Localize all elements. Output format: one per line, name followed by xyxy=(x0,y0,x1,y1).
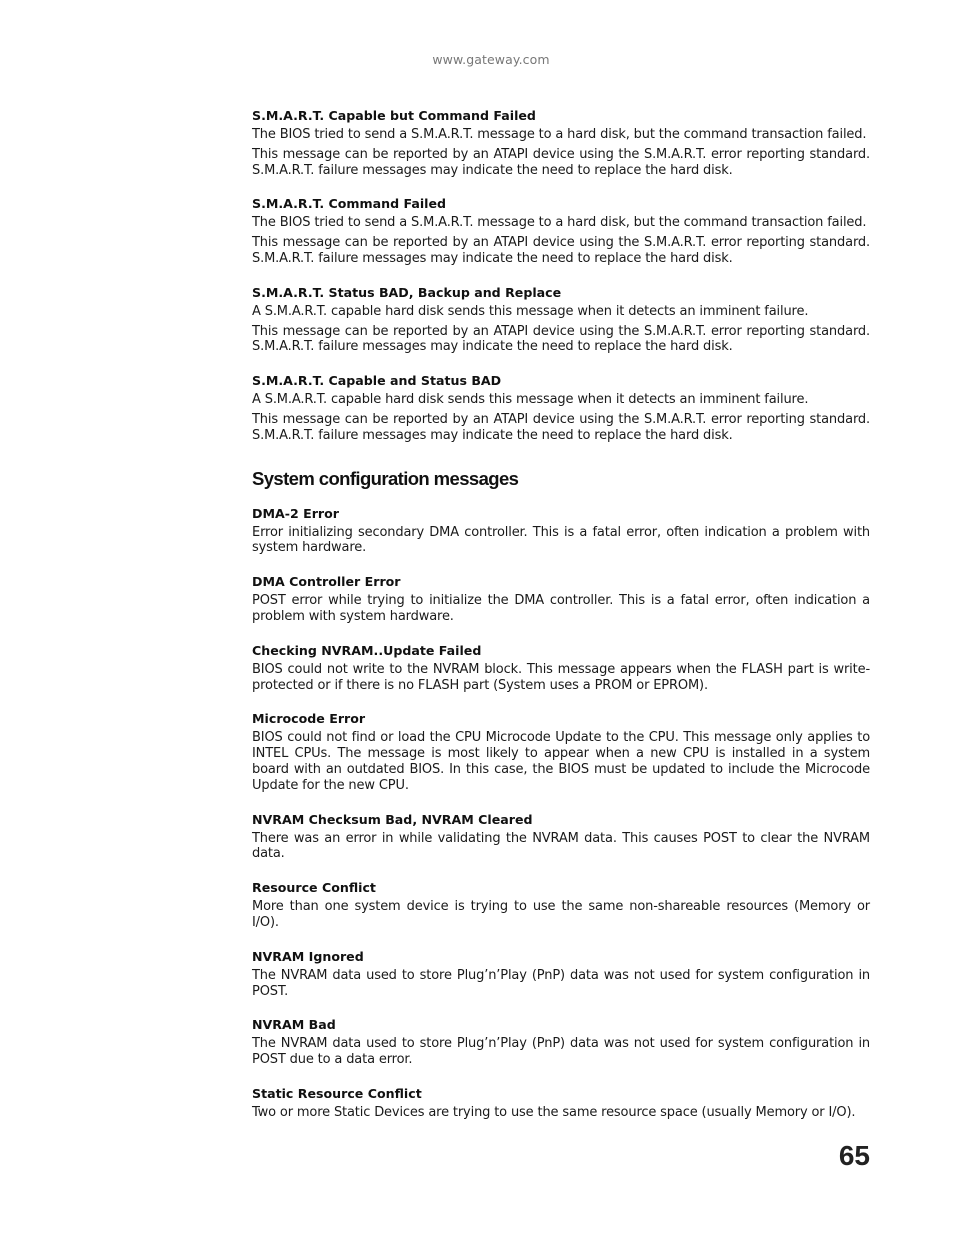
entry-description: BIOS could not find or load the CPU Microcode Update to the CPU. This message only applies to INTEL CPUs. The message is most likely to appear when a new CPU is installed in a system board with an outdated BIOS. In this case, the BIOS must be updated to include the Microcode Update for the new CPU. xyxy=(252,730,870,793)
entry-microcode-error xyxy=(252,711,870,793)
entry-title: NVRAM Ignored xyxy=(252,948,364,964)
entry-description: This message can be reported by an ATAPI device using the S.M.A.R.T. error reporting standard. S.M.A.R.T. failure messages may indicate the need to replace the hard disk. xyxy=(252,235,870,266)
entry-description: The NVRAM data used to store Plug’n’Play (PnP) data was not used for system configuration in POST due to a data error. xyxy=(252,1036,870,1068)
entry-title: NVRAM Checksum Bad, NVRAM Cleared xyxy=(252,811,533,827)
entry-description: BIOS could not write to the NVRAM block. This message appears when the FLASH part is write-protected or if there is no FLASH part (System uses a PROM or EPROM). xyxy=(252,661,870,693)
entry-title: DMA Controller Error xyxy=(252,574,401,590)
entry-static-resource-conflict xyxy=(252,1086,870,1121)
entry-smart-command-failed xyxy=(252,196,870,266)
entry-description: More than one system device is trying to use the same non-shareable resources (Memory or I/O). xyxy=(252,899,870,930)
entry-description: The NVRAM data used to store Plug’n’Play (PnP) data was not used for system configuration in POST. xyxy=(252,967,870,999)
entry-description: A S.M.A.R.T. capable hard disk sends this message when it detects an imminent failure. xyxy=(252,392,809,408)
entry-dma-controller-error xyxy=(252,574,870,625)
entry-nvram-checksum-bad xyxy=(252,812,870,863)
entry-title: S.M.A.R.T. Capable and Status BAD xyxy=(252,373,502,389)
entry-title: Microcode Error xyxy=(252,711,366,727)
entry-description: There was an error in while validating the NVRAM data. This causes POST to clear the NVRAM data. xyxy=(252,830,870,862)
entry-checking-nvram-update-failed xyxy=(252,643,870,694)
entry-description: A S.M.A.R.T. capable hard disk sends this message when it detects an imminent failure. xyxy=(252,303,809,319)
entry-nvram-bad xyxy=(252,1017,870,1068)
entry-dma2-error xyxy=(252,506,870,557)
header-url: www.gateway.com xyxy=(432,52,550,67)
entry-title: DMA-2 Error xyxy=(252,505,339,521)
entry-title: Static Resource Conflict xyxy=(252,1085,422,1101)
page-number: 65 xyxy=(838,1140,870,1171)
entry-resource-conflict xyxy=(252,880,870,931)
entry-title: NVRAM Bad xyxy=(252,1017,336,1033)
entry-smart-status-bad-backup xyxy=(252,285,870,355)
entry-description: POST error while trying to initialize the DMA controller. This is a fatal error, often indication a problem with system hardware. xyxy=(252,593,870,624)
entry-description: The BIOS tried to send a S.M.A.R.T. message to a hard disk, but the command transaction failed. xyxy=(252,127,867,142)
entry-title: S.M.A.R.T. Capable but Command Failed xyxy=(252,108,536,123)
entry-smart-capable-command-failed xyxy=(252,108,870,178)
entry-description: Error initializing secondary DMA controller. This is a fatal error, often indication a problem with system hardware. xyxy=(252,524,870,556)
entry-title: S.M.A.R.T. Command Failed xyxy=(252,196,447,212)
entry-description: Two or more Static Devices are trying to use the same resource space (usually Memory or I/O). xyxy=(252,1104,856,1120)
entry-description: The BIOS tried to send a S.M.A.R.T. message to a hard disk, but the command transaction failed. xyxy=(252,215,867,231)
entry-description: This message can be reported by an ATAPI device using the S.M.A.R.T. error reporting standard. S.M.A.R.T. failure messages may indicate the need to replace the hard disk. xyxy=(252,323,870,355)
entry-nvram-ignored xyxy=(252,949,870,1000)
entry-title: S.M.A.R.T. Status BAD, Backup and Replace xyxy=(252,284,562,300)
entry-description: This message can be reported by an ATAPI device using the S.M.A.R.T. error reporting standard. S.M.A.R.T. failure messages may indicate the need to replace the hard disk. xyxy=(252,146,870,178)
entry-title: Resource Conflict xyxy=(252,880,376,896)
entry-smart-capable-status-bad xyxy=(252,373,870,443)
page-content xyxy=(252,108,870,1139)
entry-title: Checking NVRAM..Update Failed xyxy=(252,642,482,658)
entry-description: This message can be reported by an ATAPI device using the S.M.A.R.T. error reporting standard. S.M.A.R.T. failure messages may indicate the need to replace the hard disk. xyxy=(252,411,870,443)
section-heading: System configuration messages xyxy=(252,467,519,489)
